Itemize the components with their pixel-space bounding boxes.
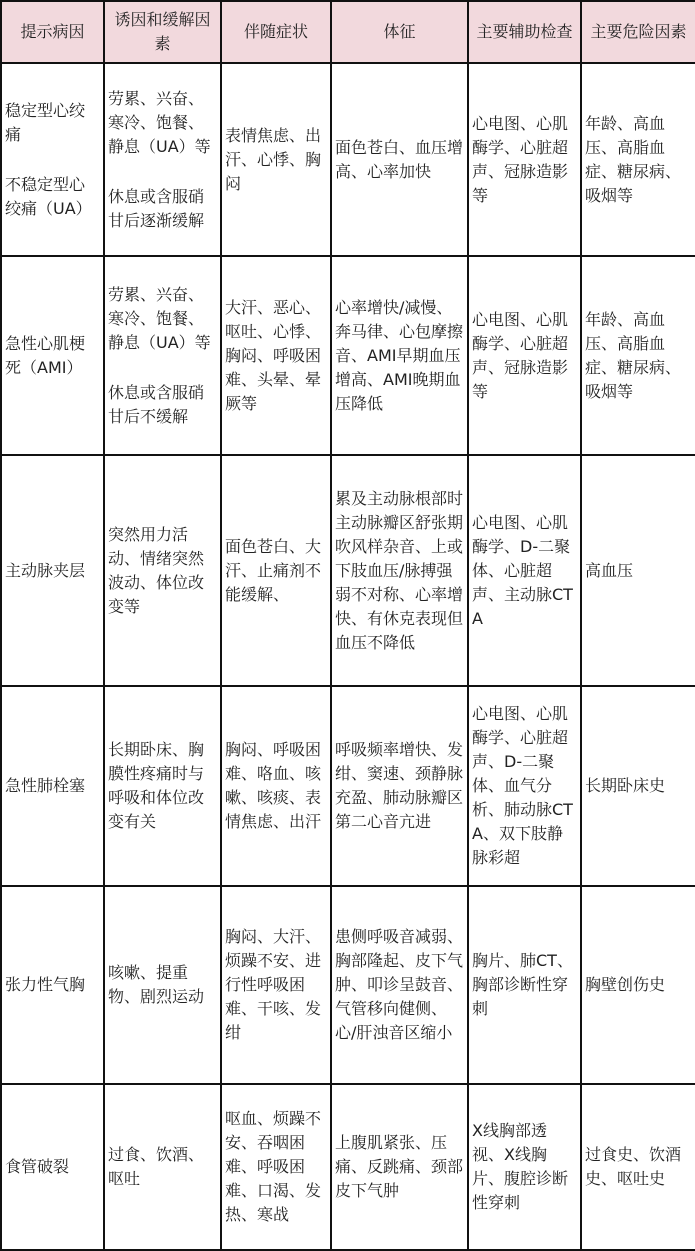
symptoms-cell [221, 686, 331, 886]
risks-cell-text: 年龄、高血压、高脂血症、糖尿病、吸烟等 [585, 113, 682, 205]
risks-cell [581, 686, 695, 886]
header-symptoms: 伴随症状 [221, 1, 331, 63]
cause-cell-text: 张力性气胸 [5, 975, 86, 994]
trigger-cell-text: 休息或含服硝甘后逐渐缓解 [108, 186, 205, 230]
symptoms-cell [221, 256, 331, 455]
symptoms-cell-text: 呕血、烦躁不安、吞咽困难、呼吸困难、口渴、发热、寒战 [225, 1109, 322, 1224]
cause-cell-text: 主动脉夹层 [5, 560, 86, 580]
cause-cell [1, 63, 104, 256]
risks-cell [581, 886, 695, 1084]
symptoms-cell [221, 63, 331, 256]
tests-cell [468, 686, 581, 886]
cause-cell-text: 急性心肌梗死（AMI） [5, 333, 86, 377]
tests-cell [468, 63, 581, 256]
trigger-cell-text: 休息或含服硝甘后不缓解 [108, 382, 205, 426]
tests-cell-text: 心电图、心肌酶学、心脏超声、冠脉造影等 [472, 309, 569, 401]
table-row [1, 63, 695, 256]
trigger-cell [104, 63, 221, 256]
signs-cell-text: 呼吸频率增快、发绀、窦速、颈静脉充盈、肺动脉瓣区第二心音亢进 [335, 740, 464, 831]
table-row [1, 455, 695, 686]
risks-cell [581, 63, 695, 256]
cause-cell-text: 稳定型心绞痛 [5, 100, 86, 144]
trigger-cell-text: 过食、饮酒、呕吐 [108, 1145, 205, 1188]
table-row [1, 256, 695, 455]
tests-cell-text: X线胸部透视、X线胸片、腹腔诊断性穿刺 [472, 1121, 569, 1212]
risks-cell-text: 高血压 [585, 560, 634, 580]
signs-cell [331, 1084, 468, 1250]
signs-cell [331, 63, 468, 256]
symptoms-cell-text: 面色苍白、大汗、止痛剂不能缓解、 [225, 536, 322, 604]
risks-cell [581, 256, 695, 455]
signs-cell [331, 256, 468, 455]
tests-cell-text: 心电图、心肌酶学、心脏超声、冠脉造影等 [472, 113, 569, 205]
cause-cell-text: 急性肺栓塞 [5, 776, 86, 795]
header-risks: 主要危险因素 [581, 1, 695, 63]
trigger-cell-text: 长期卧床、胸膜性疼痛时与呼吸和体位改变有关 [108, 740, 205, 831]
cause-cell [1, 256, 104, 455]
signs-cell [331, 455, 468, 686]
tests-cell-text: 心电图、心肌酶学、D-二聚体、心脏超声、主动脉CTA [472, 512, 573, 628]
trigger-cell-text: 咳嗽、提重物、剧烈运动 [108, 963, 205, 1006]
signs-cell-text: 累及主动脉根部时主动脉瓣区舒张期吹风样杂音、上或下肢血压/脉搏强弱不对称、心率增快、有休克表现但血压不降低 [335, 488, 464, 652]
risks-cell-text: 年龄、高血压、高脂血症、糖尿病、吸烟等 [585, 309, 682, 401]
signs-cell [331, 886, 468, 1084]
header-cause: 提示病因 [1, 1, 104, 63]
trigger-cell [104, 256, 221, 455]
trigger-cell [104, 686, 221, 886]
tests-cell [468, 256, 581, 455]
trigger-cell-text: 劳累、兴奋、寒冷、饱餐、静息（UA）等 [108, 88, 211, 156]
symptoms-cell-text: 胸闷、大汗、烦躁不安、进行性呼吸困难、干咳、发绀 [225, 927, 322, 1042]
cause-cell [1, 1084, 104, 1250]
tests-cell-text: 胸片、肺CT、胸部诊断性穿刺 [472, 951, 573, 1018]
symptoms-cell [221, 455, 331, 686]
tests-cell [468, 455, 581, 686]
cause-cell [1, 686, 104, 886]
symptoms-cell-text: 胸闷、呼吸困难、咯血、咳嗽、咳痰、表情焦虑、出汗 [225, 740, 322, 831]
cause-cell [1, 455, 104, 686]
header-signs: 体征 [331, 1, 468, 63]
trigger-cell-text: 突然用力活动、情绪突然波动、体位改变等 [108, 524, 205, 616]
signs-cell-text: 患侧呼吸音减弱、胸部隆起、皮下气肿、叩诊呈鼓音、气管移向健侧、心/肝浊音区缩小 [335, 927, 464, 1042]
risks-cell [581, 455, 695, 686]
trigger-cell-text: 劳累、兴奋、寒冷、饱餐、静息（UA）等 [108, 284, 211, 352]
table-row [1, 1084, 695, 1250]
signs-cell-text: 心率增快/减慢、奔马律、心包摩擦音、AMI早期血压增高、AMI晚期血压降低 [335, 297, 464, 413]
risks-cell-text: 长期卧床史 [585, 776, 666, 795]
table-header-row [1, 1, 695, 63]
table-row [1, 886, 695, 1084]
table-row [1, 686, 695, 886]
trigger-cell [104, 455, 221, 686]
trigger-cell [104, 886, 221, 1084]
risks-cell-text: 胸壁创伤史 [585, 975, 666, 994]
signs-cell-text: 上腹肌紧张、压痛、反跳痛、颈部皮下气肿 [335, 1133, 464, 1200]
signs-cell [331, 686, 468, 886]
tests-cell-text: 心电图、心肌酶学、心脏超声、D-二聚体、血气分析、肺动脉CTA、双下肢静脉彩超 [472, 704, 573, 867]
cause-cell-text: 食管破裂 [5, 1157, 70, 1176]
header-tests: 主要辅助检查 [468, 1, 581, 63]
risks-cell-text: 过食史、饮酒史、呕吐史 [585, 1145, 682, 1188]
symptoms-cell [221, 1084, 331, 1250]
header-trigger: 诱因和缓解因素 [104, 1, 221, 63]
symptoms-cell [221, 886, 331, 1084]
cause-cell-text: 不稳定型心绞痛（UA） [5, 174, 92, 218]
symptoms-cell-text: 大汗、恶心、呕吐、心悸、胸闷、呼吸困难、头晕、晕厥等 [225, 297, 322, 413]
cause-cell [1, 886, 104, 1084]
trigger-cell [104, 1084, 221, 1250]
risks-cell [581, 1084, 695, 1250]
tests-cell [468, 886, 581, 1084]
signs-cell-text: 面色苍白、血压增高、心率加快 [335, 137, 464, 181]
symptoms-cell-text: 表情焦虑、出汗、心悸、胸闷 [225, 125, 322, 193]
tests-cell [468, 1084, 581, 1250]
